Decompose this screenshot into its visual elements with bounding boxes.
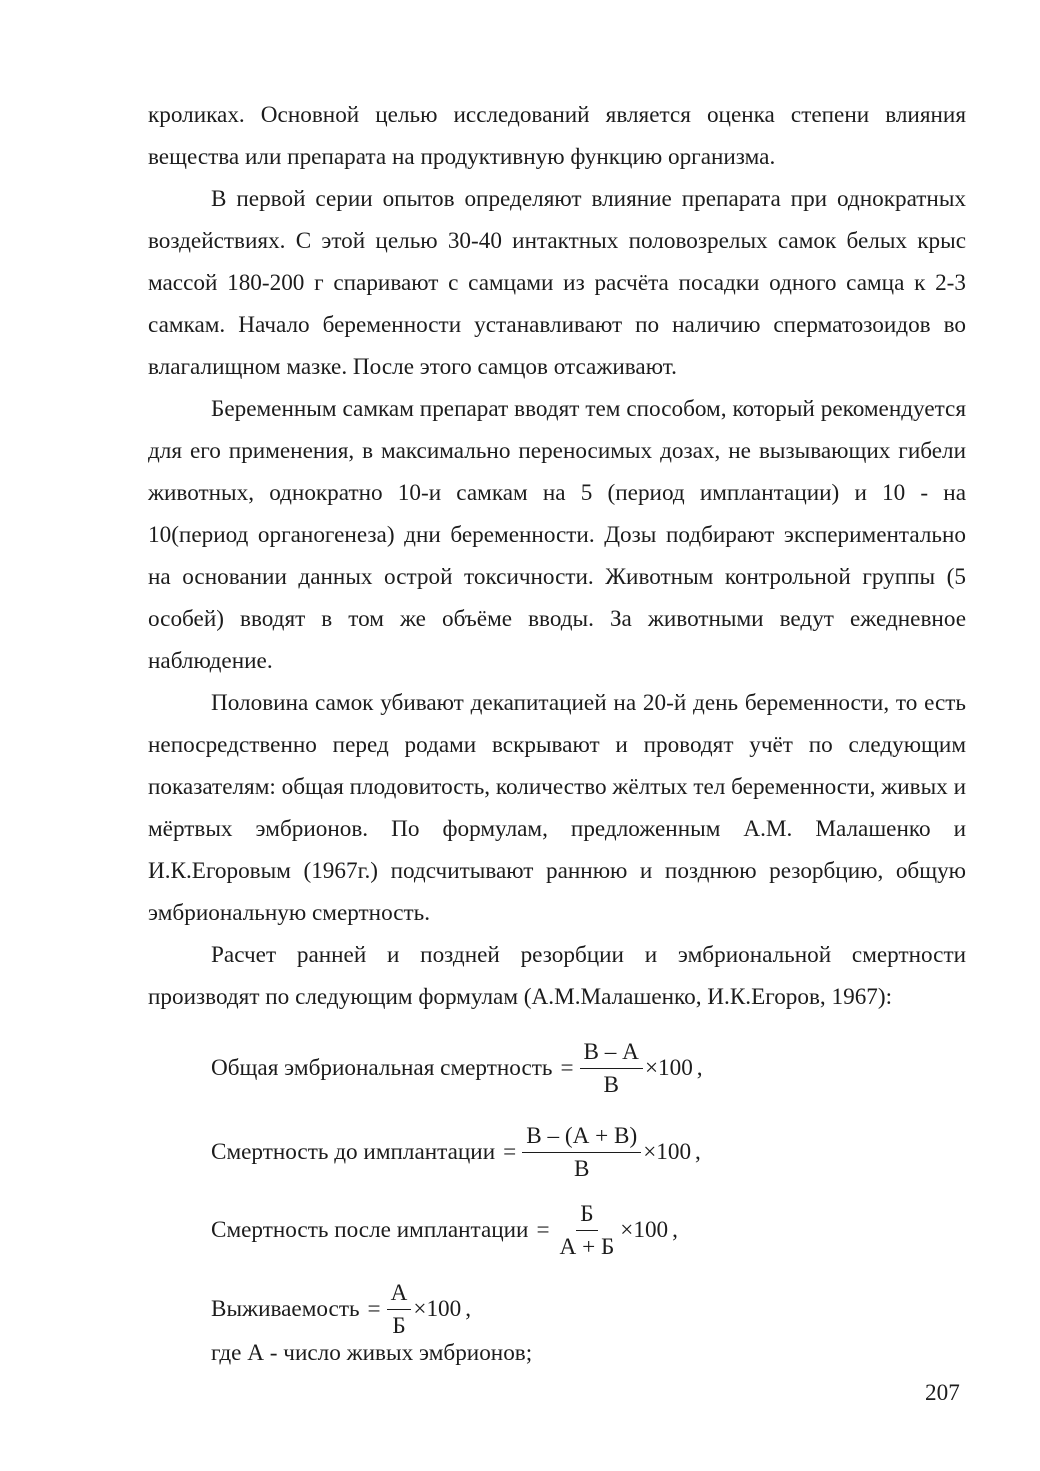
paragraph-1: кроликах. Основной целью исследований является оценка степени влияния вещества или препарата на продуктивную функцию организма. (148, 102, 966, 170)
formula-label: Выживаемость (211, 1296, 360, 1322)
formula-label: Общая эмбриональная смертность (211, 1055, 553, 1081)
numerator: Б (576, 1200, 597, 1231)
fraction (387, 1279, 412, 1340)
formula-label: Смертность после имплантации (211, 1217, 529, 1243)
where-line: где А - число живых эмбрионов; (211, 1340, 533, 1366)
comma: , (696, 1055, 703, 1081)
page-number: 207 (925, 1380, 960, 1406)
paragraph-2: В первой серии опытов определяют влияние препарата при однократных воздействиях. С этой целью 30-40 интактных половозрелых самок белых крыс массой 180-200 г спаривают с самцами из расчёта посадки одного самца к 2-3 самкам. Начало беременности устанавливают по наличию сперматозоидов во влагалищном мазке. После этого самцов отсаживают. (148, 186, 966, 380)
multiplier: ×100 (620, 1217, 669, 1243)
formula-postimplantation-mortality (211, 1200, 678, 1261)
body-text (148, 94, 966, 1018)
multiplier: ×100 (644, 1055, 693, 1081)
formula-preimplantation-mortality (211, 1122, 701, 1183)
equals-sign: = (536, 1217, 550, 1243)
denominator: В (573, 1156, 590, 1182)
comma: , (465, 1296, 472, 1322)
equals-sign: = (503, 1139, 517, 1165)
paragraph-5: Расчет ранней и поздней резорбции и эмбриональной смертности производят по следующим формулам (А.М.Малашенко, И.К.Егоров, 1967): (148, 942, 966, 1010)
numerator: В – (А + В) (522, 1122, 641, 1153)
paragraph-3: Беременным самкам препарат вводят тем способом, который рекомендуется для его применения, в максимально переносимых дозах, не вызывающих гибели животных, однократно 10-и самкам на 5 (период имплантации) и 10 - на 10(период органогенеза) дни беременности. Дозы подбирают экспериментально на основании данных острой токсичности. Животным контрольной группы (5 особей) вводят в том же объёме вводы. За животными ведут ежедневное наблюдение. (148, 396, 966, 674)
paragraph-4: Половина самок убивают декапитацией на 20-й день беременности, то есть непосредственно перед родами вскрывают и проводят учёт по следующим показателям: общая плодовитость, количество жёлтых тел беременности, живых и мёртвых эмбрионов. По формулам, предложенным А.М. Малашенко и И.К.Егоровым (1967г.) подсчитывают раннюю и позднюю резорбцию, общую эмбриональную смертность. (148, 690, 966, 926)
formula-survival (211, 1279, 471, 1340)
numerator: В – А (580, 1038, 643, 1069)
equals-sign: = (560, 1055, 574, 1081)
comma: , (672, 1217, 678, 1243)
fraction (580, 1038, 643, 1099)
formula-label: Смертность до имплантации (211, 1139, 496, 1165)
comma: , (695, 1139, 701, 1165)
equals-sign: = (367, 1296, 381, 1322)
formula-total-mortality (211, 1038, 703, 1099)
fraction (522, 1122, 641, 1183)
multiplier: ×100 (413, 1296, 462, 1322)
multiplier: ×100 (643, 1139, 692, 1165)
denominator: Б (392, 1313, 406, 1339)
denominator: В (603, 1072, 619, 1098)
fraction (556, 1200, 619, 1261)
numerator: А (387, 1279, 412, 1310)
denominator: А + Б (559, 1234, 615, 1260)
